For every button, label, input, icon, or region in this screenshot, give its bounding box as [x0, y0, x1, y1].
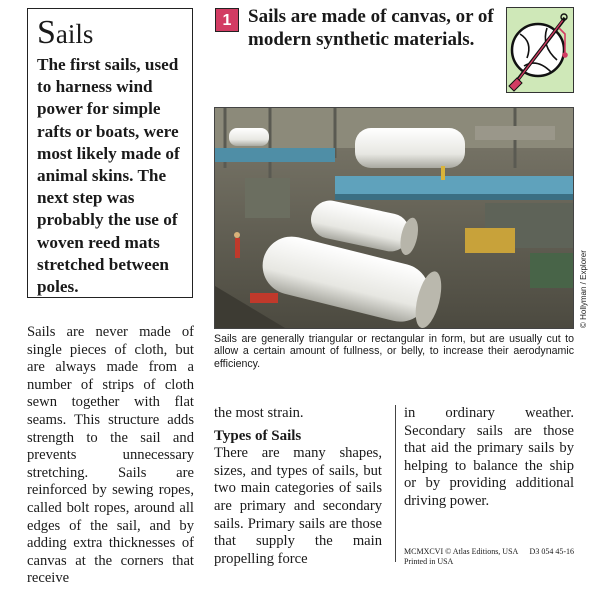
body-column-3: in ordinary weather. Secondary sails are those that aid the primary sails by helping to balance the ship or by providing additional driving power. [404, 405, 574, 509]
intro-text: The first sails, used to harness wind power for simple rafts or boats, were most likely made of animal skins. The next step was probably the use of woven reed mats stretched between poles. [37, 55, 180, 297]
body-column-2 [214, 405, 382, 568]
headline: Sails are made of canvas, or of modern synthetic materials. [248, 6, 494, 50]
subheading-types-of-sails: Types of Sails [214, 427, 302, 444]
title-initial: S [37, 14, 56, 51]
column-2-lead: the most strain. [214, 405, 304, 421]
footer [404, 547, 578, 567]
column-divider [395, 405, 396, 562]
card-number-badge: 1 [215, 8, 239, 32]
column-2-text: There are many shapes, sizes, and types of sails, but two main categories of sails are primary and secondary sails. Primary sails are those that supply the main propelling force [214, 445, 382, 567]
factory-photo [214, 107, 574, 329]
copyright-text: MCMXCVI © Atlas Editions, USA [404, 547, 519, 556]
body-column-1: Sails are never made of single pieces of cloth, but are always made from a number of strips of cloth sewn together with flat seams. This structure adds strength to the sail and prevents unnecessary stretching. Sails are reinforced by sewing ropes, called bolt ropes, around all edges of the sail, and by adding extra thicknesses of canvas at the corners that receive [27, 324, 194, 587]
card-title [37, 14, 186, 51]
title-rest: ails [55, 19, 94, 49]
card-code: D3 054 45-16 [529, 547, 574, 556]
photo-caption: Sails are generally triangular or rectangular in form, but are usually cut to allow a certain amount of fullness, or belly, to increase their aerodynamic efficiency. [214, 333, 574, 370]
photo-credit: © Hollyman / Explorer [579, 250, 588, 328]
needle-and-thread-icon [506, 7, 574, 93]
title-box [27, 8, 193, 298]
printed-in-text: Printed in USA [404, 557, 454, 566]
